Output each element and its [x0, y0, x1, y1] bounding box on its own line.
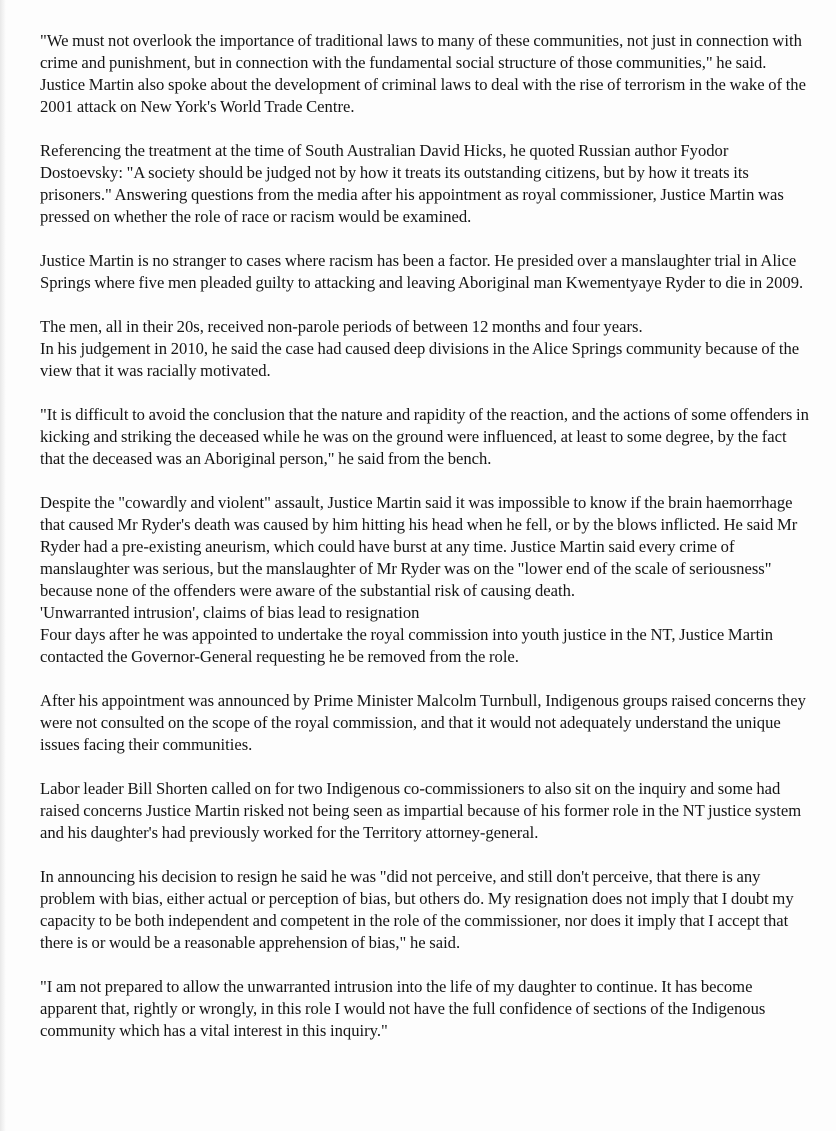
paragraph-daughter-quote: "I am not prepared to allow the unwarranted intrusion into the life of my daughter to continue. It has become apparent that, rightly or wrongly, in this role I would not have the full confidence of sections of the Indigenous community which has a vital interest in this inquiry." — [40, 977, 766, 1040]
paragraph-sentences: The men, all in their 20s, received non-parole periods of between 12 months and four years. In his judgement in 2010, he said the case had caused deep divisions in the Alice Springs community because of the view that it was racially motivated. — [40, 317, 800, 380]
paragraph-bench-quote: "It is difficult to avoid the conclusion that the nature and rapidity of the reaction, and the actions of some offenders in kicking and striking the deceased while he was on the ground were influenced, at least to some degree, by the fact that the deceased was an Aboriginal person," he said from the bench. — [40, 405, 809, 468]
section-heading-resignation: 'Unwarranted intrusion', claims of bias lead to resignation — [40, 603, 420, 622]
paragraph-indigenous-concerns: After his appointment was announced by Prime Minister Malcolm Turnbull, Indigenous groups raised concerns they were not consulted on the scope of the royal commission, and that it would not adequately understand the unique issues facing their communities. — [40, 691, 806, 754]
paragraph-governor-general: Four days after he was appointed to undertake the royal commission into youth justice in the NT, Justice Martin contacted the Governor-General requesting he be removed from the role. — [40, 625, 774, 666]
article-body — [40, 30, 810, 1042]
scan-edge-shadow — [0, 0, 6, 1131]
paragraph-assault: Despite the "cowardly and violent" assault, Justice Martin said it was impossible to know if the brain haemorrhage that caused Mr Ryder's death was caused by him hitting his head when he fell, or by the blows inflicted. He said Mr Ryder had a pre-existing aneurism, which could have burst at any time. Justice Martin said every crime of manslaughter was serious, but the manslaughter of Mr Ryder was on the "lower end of the scale of seriousness" because none of the offenders were aware of the substantial risk of causing death. — [40, 493, 798, 600]
paragraph-racism-case: Justice Martin is no stranger to cases where racism has been a factor. He presided over a manslaughter trial in Alice Springs where five men pleaded guilty to attacking and leaving Aboriginal man Kwementyaye Ryder to die in 2009. — [40, 251, 804, 292]
paragraph-traditional-laws: "We must not overlook the importance of traditional laws to many of these communities, not just in connection with crime and punishment, but in connection with the fundamental social structure of those communities," he said. Justice Martin also spoke about the development of criminal laws to deal with the rise of terrorism in the wake of the 2001 attack on New York's World Trade Centre. — [40, 31, 806, 116]
paragraph-bill-shorten: Labor leader Bill Shorten called on for two Indigenous co-commissioners to also sit on the inquiry and some had raised concerns Justice Martin risked not being seen as impartial because of his former role in the NT justice system and his daughter's had previously worked for the Territory attorney-general. — [40, 779, 802, 842]
paragraph-david-hicks: Referencing the treatment at the time of South Australian David Hicks, he quoted Russian author Fyodor Dostoevsky: "A society should be judged not by how it treats its outstanding citizens, but by how it treats its prisoners." Answering questions from the media after his appointment as royal commissioner, Justice Martin was pressed on whether the role of race or racism would be examined. — [40, 141, 784, 226]
paragraph-resignation-statement: In announcing his decision to resign he said he was "did not perceive, and still don't perceive, that there is any problem with bias, either actual or perception of bias, but others do. My resignation does not imply that I doubt my capacity to be both independent and competent in the role of the commissioner, nor does it imply that I accept that there is or would be a reasonable apprehension of bias," he said. — [40, 867, 794, 952]
